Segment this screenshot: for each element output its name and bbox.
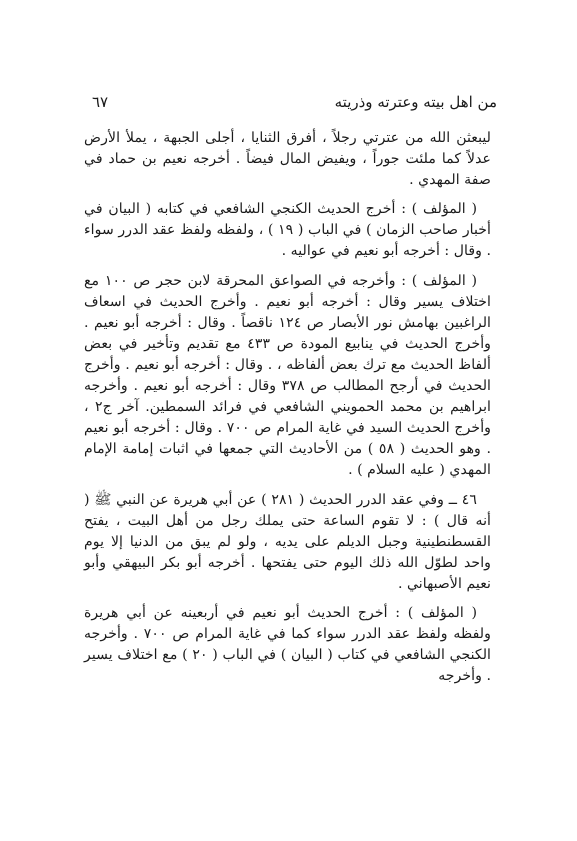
paragraph-hadith-46: ٤٦ ــ وفي عقد الدرر الحديث ( ٢٨١ ) عن أبي هريرة عن النبي ﷺ ( أنه قال ) : لا تقوم الساعة حتى يملك رجل من أهل البيت ، يفتح القسطنطينية وجبل الديلم على يديه ، ولو لم يبق من الدنيا إلا يوم واحد لطوّل الله ذلك اليوم حتى يفتحها . أخرجه أبو بكر البيهقي وأبو نعيم الأصبهاني . — [84, 491, 491, 592]
page-header — [92, 93, 497, 117]
page-number: ٦٧ — [92, 93, 109, 111]
running-title: من اهل بيته وعترته وذريته — [334, 93, 497, 111]
paragraph-continuation: ليبعثن الله من عترتي رجلاً ، أفرق الثنايا ، أجلى الجبهة ، يملأ الأرض عدلاً كما ملئت جوراً ، ويفيض المال فيضاً . أخرجه نعيم بن حماد في صفة المهدي . — [84, 130, 491, 189]
paragraph-author-note-1: ( المؤلف ) : أخرج الحديث الكنجي الشافعي في كتابه ( البيان في أخبار صاحب الزمان ) في الباب ( ١٩ ) ، ولفظه ولفظ عقد الدرر سواء . وقال : أخرجه أبو نعيم في عواليه . — [84, 201, 491, 260]
page-body — [84, 128, 491, 687]
paragraph-author-note-3: ( المؤلف ) : أخرج الحديث أبو نعيم في أربعينه عن أبي هريرة ولفظه ولفظ عقد الدرر سواء كما في غاية المرام ص ٧٠٠ . وأخرجه الكنجي الشافعي في كتاب ( البيان ) في الباب ( ٢٠ ) مع اختلاف يسير . وأخرجه — [84, 604, 491, 685]
paragraph-author-note-2: ( المؤلف ) : وأخرجه في الصواعق المحرقة لابن حجر ص ١٠٠ مع اختلاف يسير وقال : أخرجه أبو نعيم . وأخرج الحديث في اسعاف الراغبين بهامش نور الأبصار ص ١٢٤ ناقصاً . وقال : أخرجه أبو نعيم . وأخرج الحديث في ينابيع المودة ص ٤٣٣ مع تقديم وتأخير في بعض ألفاظ الحديث مع ترك بعض ألفاظه ، . وقال : أخرجه أبو نعيم . وأخرج الحديث في أرجح المطالب ص ٣٧٨ وقال : أخرجه أبو نعيم . وأخرجه ابراهيم بن محمد الحمويني الشافعي في فرائد السمطين. آخر ج٢ ، وأخرج الحديث السيد في غاية المرام ص ٧٠٠ . وقال : أخرجه أبو نعيم . وهو الحديث ( ٥٨ ) من الأحاديث التي جمعها في اثبات إمامة الإمام المهدي ( عليه السلام ) . — [84, 272, 492, 479]
